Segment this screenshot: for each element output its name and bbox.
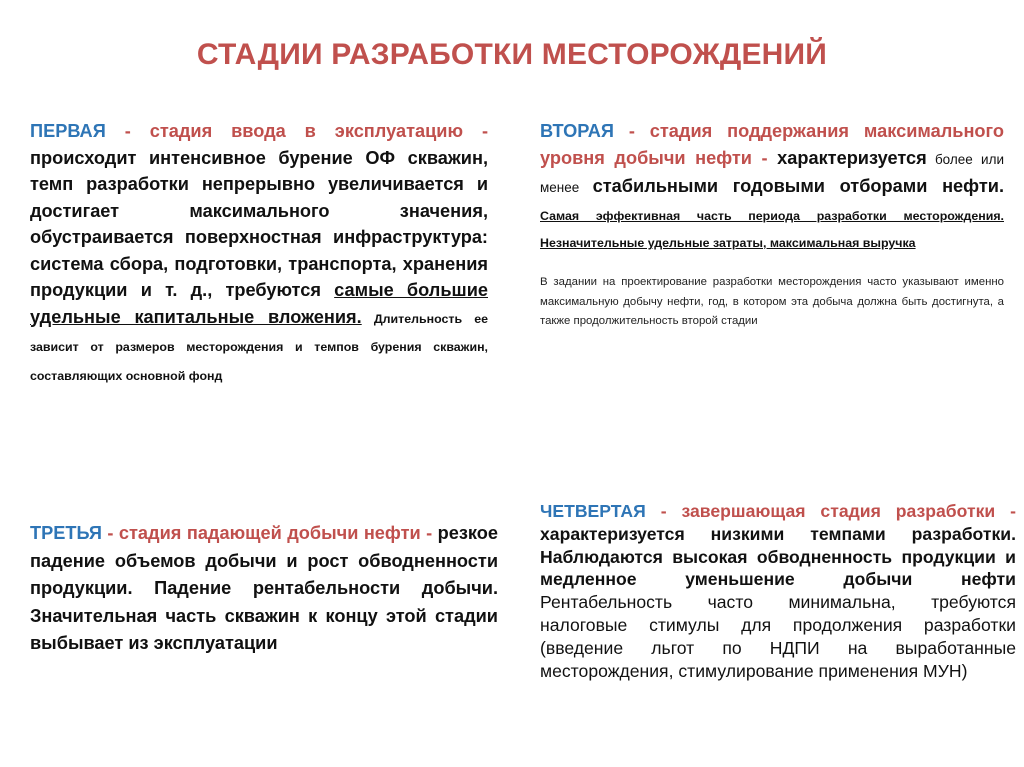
stage-third-dash: -: [101, 523, 119, 543]
stage-fourth-label: ЧЕТВЕРТАЯ: [540, 501, 646, 521]
stage-first-block: [30, 118, 488, 389]
stage-fourth-note: Рентабельность часто минимальна, требуются налоговые стимулы для продолжения разработки (введение льгот по НДПИ на выработанные месторождения, стимулирование применения МУН): [540, 592, 1016, 681]
stage-first-note: Длительность ее зависит от размеров месторождения и темпов бурения скважин, составляющих основной фонд: [30, 311, 488, 383]
stage-second-dash: -: [613, 121, 650, 141]
stage-first-body: происходит интенсивное бурение ОФ скважин, темп разработки непрерывно увеличивается и достигает максимального значения, обустраивается поверхностная инфраструктура: система сбора, подготовки, транспорта, хранения продукции и т. д., требуются: [30, 147, 488, 300]
stage-second-note: В задании на проектирование разработки месторождения часто указывают именно максимальную добычу нефти, год, в котором эта добыча должна быть достигнута, а также продолжительность второй стадии: [540, 276, 1004, 327]
stage-first-dash: -: [105, 121, 150, 141]
slide-title: СТАДИИ РАЗРАБОТКИ МЕСТОРОЖДЕНИЙ: [196, 38, 828, 71]
stage-second-body: характеризуется: [767, 148, 927, 168]
stage-second-heading: стадия поддержания максимального уровня добычи нефти -: [540, 121, 1004, 168]
stage-third-label: ТРЕТЬЯ: [30, 523, 102, 543]
stage-first-heading: стадия ввода в эксплуатацию -: [149, 121, 488, 141]
stage-third-body: резкое падение объемов добычи и рост обводненности продукции. Падение рентабельности добычи. Значительная часть скважин к концу этой стадии выбывает из эксплуатации: [30, 523, 499, 653]
stage-second-label: ВТОРАЯ: [540, 121, 614, 141]
stage-fourth-dash: -: [645, 501, 682, 521]
stage-second-body-2: стабильными годовыми отборами нефти.: [592, 176, 1004, 196]
stage-first-label: ПЕРВАЯ: [30, 121, 106, 141]
stage-first-underlined: самые большие удельные капитальные вложения.: [30, 280, 488, 327]
stage-fourth-body: характеризуется низкими темпами разработки. Наблюдаются высокая обводненность продукции и медленное уменьшение добычи нефти: [540, 523, 1016, 590]
stage-second-underlined: Самая эффективная часть периода разработки месторождения. Незначительные удельные затраты, максимальная выручка: [540, 209, 1004, 250]
stage-fourth-block: [540, 500, 1016, 682]
stage-third-block: [30, 520, 498, 658]
stage-third-heading: стадия падающей добычи нефти -: [118, 523, 433, 543]
stage-second-body-mid: более или менее: [540, 152, 1004, 195]
stage-second-block: [540, 118, 1004, 255]
stage-fourth-heading: завершающая стадия разработки -: [681, 501, 1016, 521]
